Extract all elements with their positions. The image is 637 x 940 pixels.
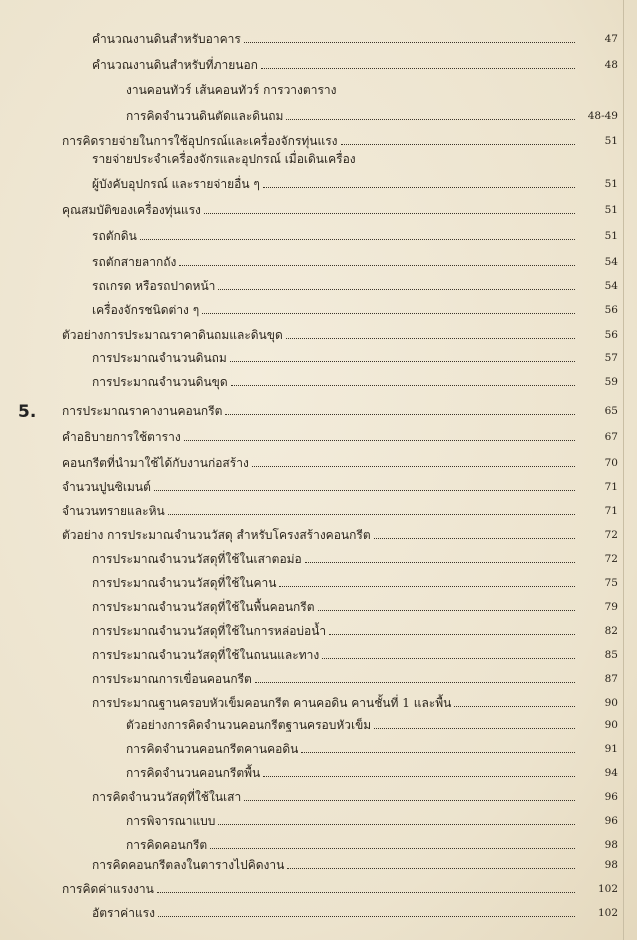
toc-page-number: 54	[604, 256, 618, 268]
dot-leader	[286, 338, 575, 339]
toc-entry	[62, 878, 618, 896]
toc-entry	[62, 500, 618, 518]
dot-leader	[252, 466, 575, 467]
toc-entry	[92, 173, 618, 191]
toc-page-number: 96	[604, 815, 618, 827]
toc-entry-title: ตัวอย่าง การประมาณจำนวนวัสดุ สำหรับโครงสร้างคอนกรีต	[62, 528, 371, 542]
dot-leader	[374, 538, 575, 539]
dot-leader	[322, 658, 575, 659]
toc-page-number: 75	[604, 577, 618, 589]
toc-entry-title: เครื่องจักรชนิดต่าง ๆ	[92, 303, 200, 317]
dot-leader	[210, 848, 575, 849]
toc-entry-title: การคิดรายจ่ายในการใช้อุปกรณ์และเครื่องจักรทุ่นแรง	[62, 134, 338, 148]
toc-entry-title: อัตราค่าแรง	[92, 906, 155, 920]
toc-entry	[62, 130, 618, 148]
toc-page-number: 102	[597, 907, 618, 919]
toc-entry	[126, 79, 618, 97]
toc-entry	[126, 738, 618, 756]
toc-entry	[92, 347, 618, 365]
toc-page-number: 54	[604, 280, 618, 292]
dot-leader	[244, 800, 575, 801]
toc-entry	[92, 251, 618, 269]
toc-entry-title: การคิดคอนกรีต	[126, 838, 208, 852]
toc-entry	[92, 148, 618, 166]
toc-page-number: 51	[604, 178, 618, 190]
toc-entry	[92, 902, 618, 920]
dot-leader	[225, 414, 575, 415]
toc-entry-title: รายจ่ายประจำเครื่องจักรและอุปกรณ์ เมื่อเดินเครื่อง	[92, 152, 356, 166]
dot-leader	[341, 144, 575, 145]
toc-page-number: 90	[604, 719, 618, 731]
toc-page-number: 102	[597, 883, 618, 895]
toc-page-number: 72	[604, 553, 618, 565]
toc-entry	[92, 572, 618, 590]
toc-entry-title: ผู้บังคับอุปกรณ์ และรายจ่ายอื่น ๆ	[92, 177, 260, 191]
toc-page-number: 56	[604, 329, 618, 341]
dot-leader	[158, 916, 575, 917]
toc-entry-title: การประมาณจำนวนดินถม	[92, 351, 227, 365]
toc-entry-title: จำนวนปูนซิเมนต์	[62, 480, 151, 494]
toc-page-number: 67	[604, 431, 618, 443]
toc-entry	[92, 644, 618, 662]
dot-leader	[154, 490, 575, 491]
dot-leader	[261, 68, 575, 69]
toc-entry	[92, 548, 618, 566]
toc-entry-title: การประมาณฐานครอบหัวเข็มคอนกรีต คานคอดิน คานชั้นที่ 1 และพื้น	[92, 696, 452, 710]
toc-entry	[62, 400, 618, 418]
dot-leader	[168, 514, 575, 515]
toc-entry	[126, 105, 618, 123]
toc-entry-title: รถตักสายลากถัง	[92, 255, 177, 269]
toc-entry	[62, 199, 618, 217]
toc-entry	[62, 524, 618, 542]
toc-entry	[62, 324, 618, 342]
dot-leader	[218, 824, 575, 825]
toc-entry	[92, 692, 618, 710]
toc-page-number: 98	[604, 859, 618, 871]
toc-page-number: 47	[604, 33, 618, 45]
toc-entry-title: งานคอนทัวร์ เส้นคอนทัวร์ การวางตาราง	[126, 83, 337, 97]
toc-entry	[92, 275, 618, 293]
toc-page-number: 59	[604, 376, 618, 388]
dot-leader	[179, 265, 575, 266]
dot-leader	[218, 289, 575, 290]
toc-page-number: 56	[604, 304, 618, 316]
dot-leader	[301, 752, 575, 753]
toc-entry-title: ตัวอย่างการประมาณราคาดินถมและดินขุด	[62, 328, 283, 342]
toc-entry	[92, 854, 618, 872]
toc-page-number: 91	[604, 743, 618, 755]
toc-page-number: 94	[604, 767, 618, 779]
toc-entry	[92, 225, 618, 243]
toc-entry-title: ตัวอย่างการคิดจำนวนคอนกรีตฐานครอบหัวเข็ม	[126, 718, 372, 732]
toc-page-number: 90	[604, 697, 618, 709]
toc-entry-title: การคิดจำนวนคอนกรีตคานคอดิน	[126, 742, 299, 756]
toc-entry-title: การคิดค่าแรงงาน	[62, 882, 154, 896]
toc-entry-title: การคิดจำนวนคอนกรีตพื้น	[126, 766, 261, 780]
toc-page-number: 87	[604, 673, 618, 685]
toc-page-number: 82	[604, 625, 618, 637]
toc-entry-title: รถเกรด หรือรถปาดหน้า	[92, 279, 216, 293]
toc-entry-title: การคิดคอนกรีตลงในตารางไปคิดงาน	[92, 858, 285, 872]
dot-leader	[231, 385, 575, 386]
dot-leader	[329, 634, 575, 635]
toc-entry-title: การประมาณจำนวนวัสดุที่ใช้ในเสาตอม่อ	[92, 552, 302, 566]
toc-entry	[126, 834, 618, 852]
toc-entry-title: คำนวณงานดินสำหรับอาคาร	[92, 32, 241, 46]
toc-entry	[126, 714, 618, 732]
toc-entry-title: รถตักดิน	[92, 229, 137, 243]
toc-page-number: 79	[604, 601, 618, 613]
toc-entry	[92, 596, 618, 614]
toc-entry-title: จำนวนทรายและหิน	[62, 504, 165, 518]
toc-entry	[126, 762, 618, 780]
toc-entry-title: การประมาณจำนวนวัสดุที่ใช้ในการหล่อบ่อน้ำ	[92, 624, 327, 638]
toc-entry-title: การประมาณราคางานคอนกรีต	[62, 404, 223, 418]
toc-page-number: 72	[604, 529, 618, 541]
toc-page-number: 65	[604, 405, 618, 417]
toc-entry	[92, 28, 618, 46]
toc-entry	[126, 810, 618, 828]
dot-leader	[286, 119, 575, 120]
toc-entry-title: การประมาณการเขื่อนคอนกรีต	[92, 672, 252, 686]
toc-page-number: 51	[604, 230, 618, 242]
toc-entry-title: คอนกรีตที่นำมาใช้ได้กับงานก่อสร้าง	[62, 456, 249, 470]
toc-page-number: 98	[604, 839, 618, 851]
toc-entry-title: การประมาณจำนวนวัสดุที่ใช้ในถนนและทาง	[92, 648, 320, 662]
dot-leader	[255, 682, 575, 683]
toc-entry-title: การพิจารณาแบบ	[126, 814, 216, 828]
toc-page-number: 96	[604, 791, 618, 803]
toc-page-number: 51	[604, 135, 618, 147]
dot-leader	[204, 213, 575, 214]
toc-entry-title: การคิดจำนวนวัสดุที่ใช้ในเสา	[92, 790, 242, 804]
toc-entry	[92, 668, 618, 686]
toc-entry-title: การประมาณจำนวนดินขุด	[92, 375, 228, 389]
dot-leader	[454, 706, 575, 707]
dot-leader	[263, 187, 575, 188]
toc-page-number: 57	[604, 352, 618, 364]
dot-leader	[263, 776, 575, 777]
toc-entry	[92, 371, 618, 389]
toc-entry	[92, 620, 618, 638]
dot-leader	[374, 728, 575, 729]
dot-leader	[202, 313, 575, 314]
toc-page-number: 85	[604, 649, 618, 661]
toc-page-number: 48	[604, 59, 618, 71]
toc-page-number: 70	[604, 457, 618, 469]
toc-entry-title: การคิดจำนวนดินตัดและดินถม	[126, 109, 284, 123]
toc-page-number: 51	[604, 204, 618, 216]
dot-leader	[318, 610, 575, 611]
toc-page-number: 48-49	[587, 110, 618, 122]
toc-page-number: 71	[604, 481, 618, 493]
toc-entry-title: คุณสมบัติของเครื่องทุ่นแรง	[62, 203, 201, 217]
toc-page-number: 71	[604, 505, 618, 517]
dot-leader	[184, 440, 575, 441]
dot-leader	[244, 42, 575, 43]
dot-leader	[157, 892, 575, 893]
toc-entry-title: คำนวณงานดินสำหรับที่ภายนอก	[92, 58, 258, 72]
dot-leader	[230, 361, 575, 362]
chapter-number: 5.	[18, 402, 37, 422]
toc-entry	[92, 786, 618, 804]
dot-leader	[140, 239, 575, 240]
dot-leader	[279, 586, 575, 587]
dot-leader	[305, 562, 575, 563]
toc-entry	[62, 452, 618, 470]
toc-entry-title: การประมาณจำนวนวัสดุที่ใช้ในคาน	[92, 576, 277, 590]
toc-entry	[62, 426, 618, 444]
dot-leader	[287, 868, 575, 869]
toc-entry	[92, 299, 618, 317]
toc-entry	[92, 54, 618, 72]
toc-entry	[62, 476, 618, 494]
toc-entry-title: การประมาณจำนวนวัสดุที่ใช้ในพื้นคอนกรีต	[92, 600, 315, 614]
toc-entry-title: คำอธิบายการใช้ตาราง	[62, 430, 181, 444]
